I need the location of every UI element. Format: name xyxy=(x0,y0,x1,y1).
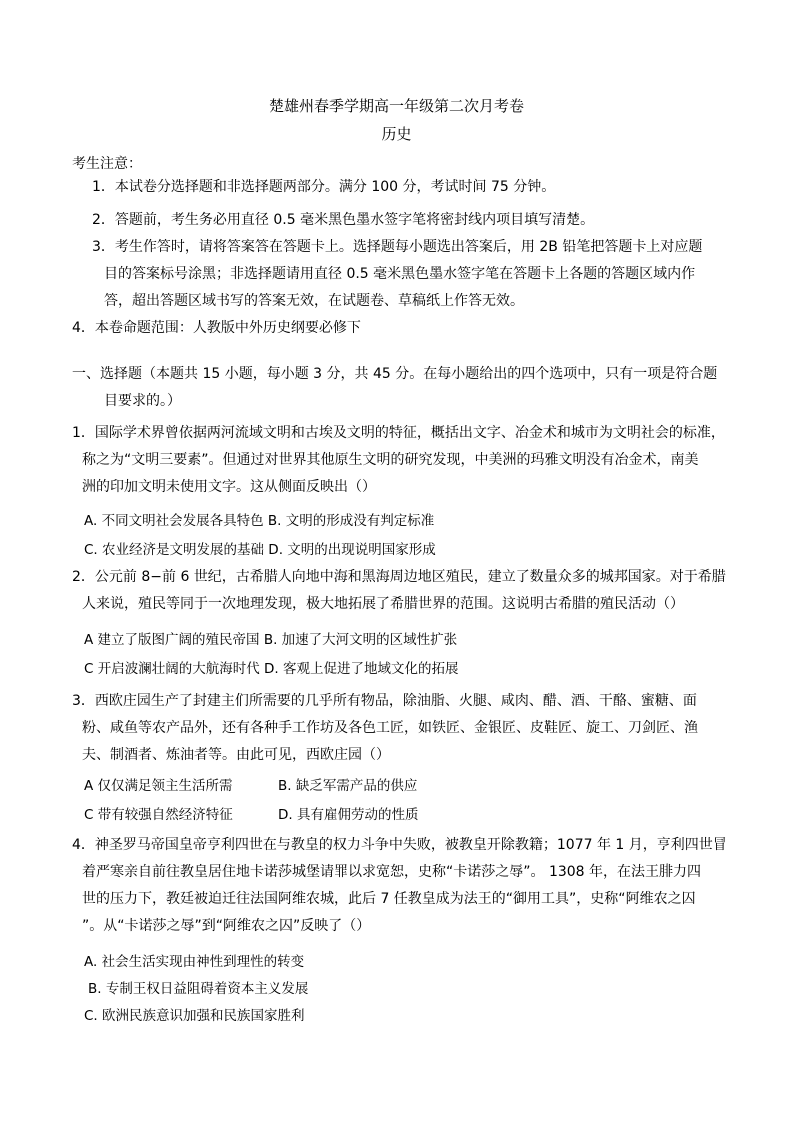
option-b: B. 缺乏军需产品的供应 xyxy=(278,778,418,794)
option-b: B. 专制王权日益阻碍着资本主义发展 xyxy=(88,981,309,997)
option-c: C. 欧洲民族意识加强和民族国家胜利 xyxy=(84,1008,305,1024)
question-stem-continued: 人来说，殖民等同于一次地理发现，极大地拓展了希腊世界的范围。这说明古希腊的殖民活动（） xyxy=(82,596,684,612)
notice-item: 3．考生作答时，请将答案答在答题卡上。选择题每小题选出答案后，用 2B 铅笔把答题卡上对应题 xyxy=(92,239,703,255)
notice-heading: 考生注意： xyxy=(72,156,142,172)
question-stem: 1．国际学术界曾依据两河流域文明和古埃及文明的特征，概括出文字、冶金术和城市为文明社会的标准， xyxy=(72,425,725,441)
question-stem: 3．西欧庄园生产了封建主们所需要的几乎所有物品，除油脂、火腿、咸肉、醋、酒、干酪、蜜糖、面 xyxy=(72,693,697,709)
section-heading: 一、选择题（本题共 15 小题，每小题 3 分，共 45 分。在每小题给出的四个选项中，只有一项是符合题 xyxy=(72,366,718,382)
question-stem-continued: ”。从“卡诺莎之辱”到“阿维农之囚”反映了（） xyxy=(82,918,371,934)
question-stem-continued: 夫、制酒者、炼油者等。由此可见，西欧庄园（） xyxy=(82,747,390,763)
option-row: C. 农业经济是文明发展的基础 D. 文明的出现说明国家形成 xyxy=(84,542,436,558)
section-heading-continued: 目要求的。） xyxy=(104,393,181,409)
exam-title: 楚雄州春季学期高一年级第二次月考卷 xyxy=(268,97,524,115)
option-a: A 仅仅满足领主生活所需 xyxy=(84,778,233,794)
notice-item-continued: 目的答案标号涂黑；非选择题请用直径 0.5 毫米黑色墨水签字笔在答题卡上各题的答题区域内作 xyxy=(104,266,696,282)
question-stem: 4．神圣罗马帝国皇帝亨利四世在与教皇的权力斗争中失败，被教皇开除教籍；1077 年 1 月，亨利四世冒 xyxy=(72,837,727,853)
notice-item: 1．本试卷分选择题和非选择题两部分。满分 100 分，考试时间 75 分钟。 xyxy=(92,179,556,195)
option-a: A. 社会生活实现由神性到理性的转变 xyxy=(84,954,305,970)
question-stem-continued: 粉、咸鱼等农产品外，还有各种手工作坊及各色工匠，如铁匠、金银匠、皮鞋匠、旋工、刀剑匠、渔 xyxy=(82,720,698,736)
question-stem-continued: 称之为“文明三要素”。但通过对世界其他原生文明的研究发现，中美洲的玛雅文明没有冶金术，南美 xyxy=(82,452,699,468)
option-d: D. 具有雇佣劳动的性质 xyxy=(278,807,419,823)
option-c: C 带有较强自然经济特征 xyxy=(84,807,233,823)
option-row: A 建立了版图广阔的殖民帝国 B. 加速了大河文明的区域性扩张 xyxy=(84,632,458,648)
notice-item: 2．答题前，考生务必用直径 0.5 毫米黑色墨水签字笔将密封线内项目填写清楚。 xyxy=(92,212,595,228)
notice-item: 4．本卷命题范围：人教版中外历史纲要必修下 xyxy=(72,320,361,336)
option-row: A. 不同文明社会发展各具特色 B. 文明的形成没有判定标准 xyxy=(84,513,435,529)
question-stem-continued: 着严寒亲自前往教皇居住地卡诺莎城堡请罪以求宽恕，史称“卡诺莎之辱”。 1308 年，在法王腓力四 xyxy=(82,864,702,880)
notice-item-continued: 答，超出答题区域书写的答案无效，在试题卷、草稿纸上作答无效。 xyxy=(104,293,524,309)
question-stem: 2．公元前 8−前 6 世纪，古希腊人向地中海和黑海周边地区殖民，建立了数量众多的城邦国家。对于希腊 xyxy=(72,569,726,585)
question-stem-continued: 洲的印加文明未使用文字。这从侧面反映出（） xyxy=(82,479,376,495)
question-stem-continued: 世的压力下，教廷被迫迁往法国阿维农城，此后 7 任教皇成为法王的“御用工具”，史称“阿维农之囚 xyxy=(82,891,696,907)
exam-subject: 历史 xyxy=(381,125,412,143)
option-row: C 开启波澜壮阔的大航海时代 D. 客观上促进了地域文化的拓展 xyxy=(84,661,459,677)
